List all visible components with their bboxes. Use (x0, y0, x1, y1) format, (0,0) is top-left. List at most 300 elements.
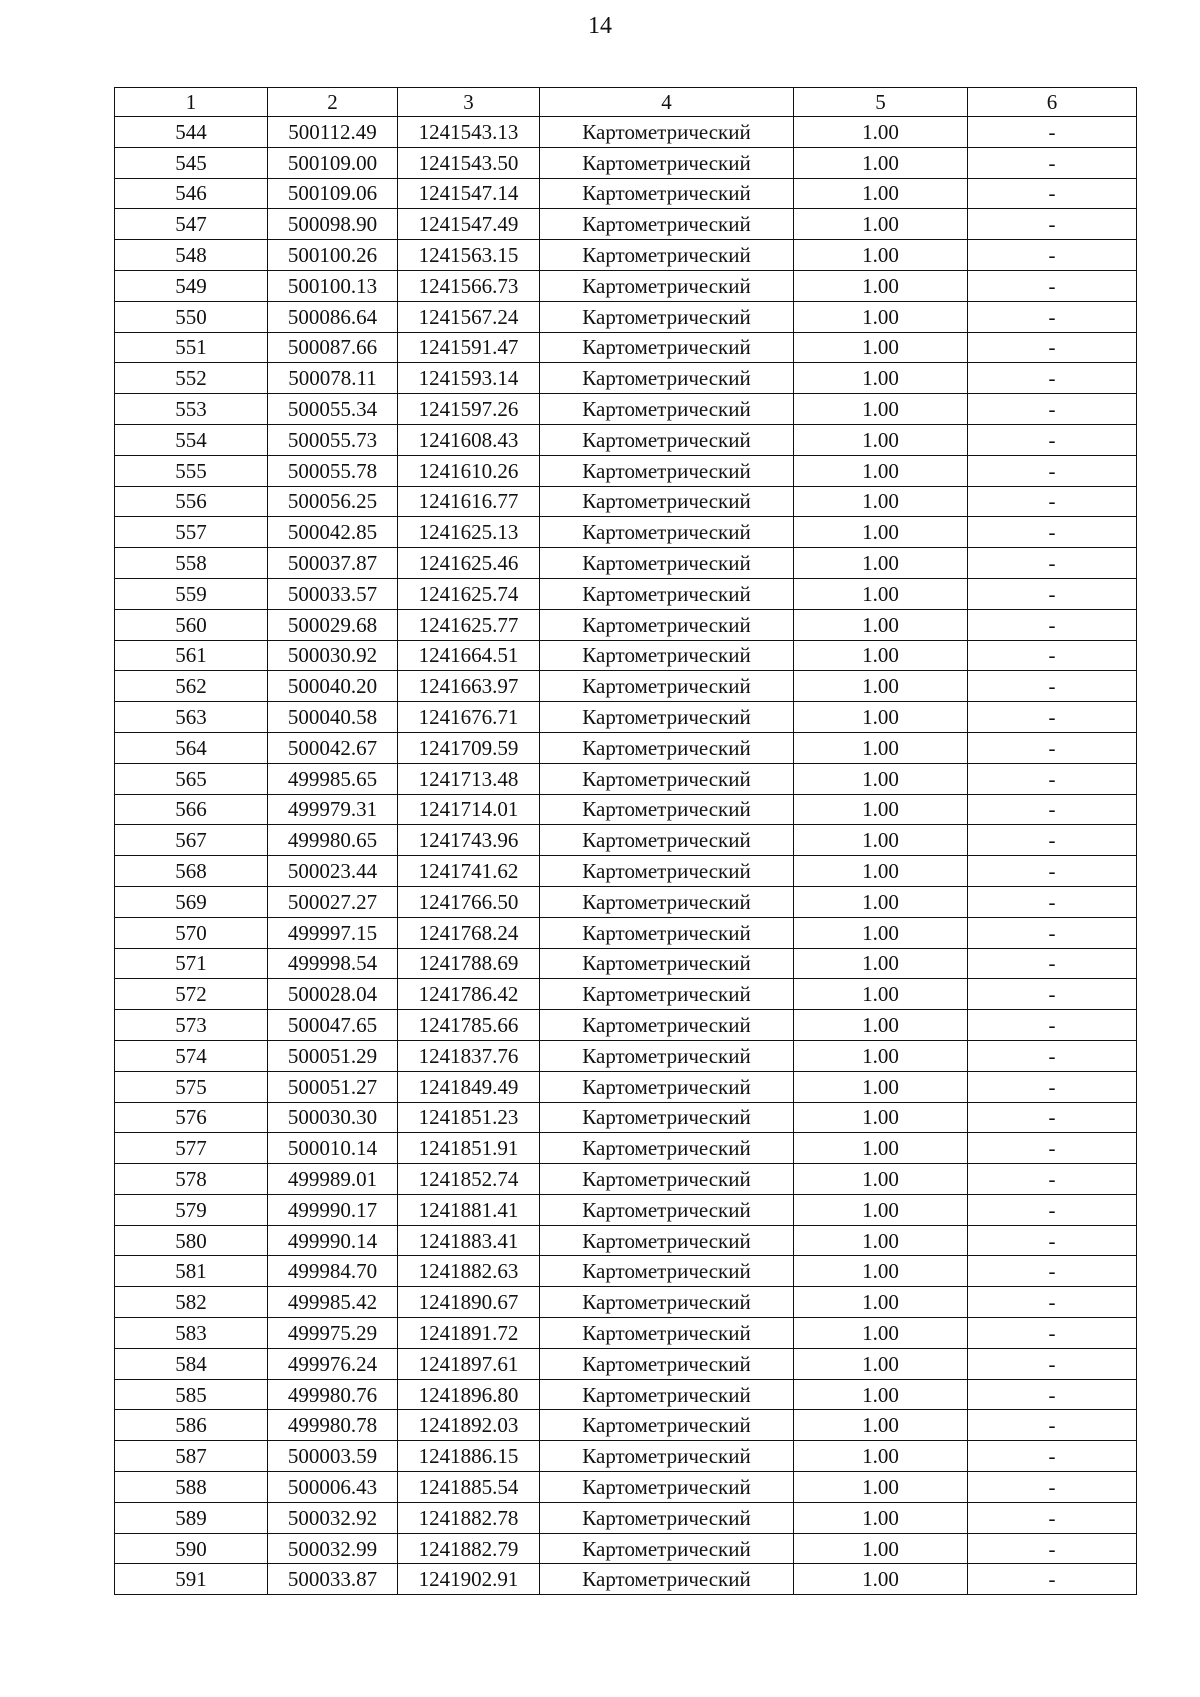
y-coordinate-cell: 1241741.62 (398, 856, 540, 887)
description-cell: - (968, 117, 1137, 148)
point-number-cell: 574 (115, 1040, 268, 1071)
accuracy-cell: 1.00 (794, 917, 968, 948)
header-cell-5: 5 (794, 88, 968, 117)
table-row (115, 548, 1137, 579)
point-number-cell: 580 (115, 1225, 268, 1256)
x-coordinate-cell: 500051.29 (268, 1040, 398, 1071)
x-coordinate-cell: 500051.27 (268, 1071, 398, 1102)
y-coordinate-cell: 1241625.74 (398, 578, 540, 609)
description-cell: - (968, 1164, 1137, 1195)
x-coordinate-cell: 499998.54 (268, 948, 398, 979)
description-cell: - (968, 147, 1137, 178)
description-cell: - (968, 609, 1137, 640)
y-coordinate-cell: 1241625.77 (398, 609, 540, 640)
description-cell: - (968, 1441, 1137, 1472)
table-row (115, 1287, 1137, 1318)
method-cell: Картометрический (540, 1348, 794, 1379)
table-row (115, 117, 1137, 148)
point-number-cell: 563 (115, 702, 268, 733)
x-coordinate-cell: 500029.68 (268, 609, 398, 640)
y-coordinate-cell: 1241714.01 (398, 794, 540, 825)
y-coordinate-cell: 1241547.49 (398, 209, 540, 240)
accuracy-cell: 1.00 (794, 856, 968, 887)
description-cell: - (968, 794, 1137, 825)
x-coordinate-cell: 499997.15 (268, 917, 398, 948)
accuracy-cell: 1.00 (794, 147, 968, 178)
description-cell: - (968, 1010, 1137, 1041)
y-coordinate-cell: 1241882.63 (398, 1256, 540, 1287)
y-coordinate-cell: 1241543.50 (398, 147, 540, 178)
table-row (115, 1502, 1137, 1533)
point-number-cell: 566 (115, 794, 268, 825)
method-cell: Картометрический (540, 270, 794, 301)
method-cell: Картометрический (540, 886, 794, 917)
description-cell: - (968, 1410, 1137, 1441)
accuracy-cell: 1.00 (794, 702, 968, 733)
point-number-cell: 567 (115, 825, 268, 856)
accuracy-cell: 1.00 (794, 825, 968, 856)
method-cell: Картометрический (540, 1502, 794, 1533)
accuracy-cell: 1.00 (794, 117, 968, 148)
x-coordinate-cell: 500033.87 (268, 1564, 398, 1595)
table-row (115, 1194, 1137, 1225)
x-coordinate-cell: 500055.73 (268, 424, 398, 455)
accuracy-cell: 1.00 (794, 732, 968, 763)
y-coordinate-cell: 1241902.91 (398, 1564, 540, 1595)
accuracy-cell: 1.00 (794, 609, 968, 640)
accuracy-cell: 1.00 (794, 1225, 968, 1256)
x-coordinate-cell: 500100.13 (268, 270, 398, 301)
page-number: 14 (588, 13, 612, 39)
accuracy-cell: 1.00 (794, 886, 968, 917)
point-number-cell: 560 (115, 609, 268, 640)
accuracy-cell: 1.00 (794, 794, 968, 825)
y-coordinate-cell: 1241566.73 (398, 270, 540, 301)
method-cell: Картометрический (540, 702, 794, 733)
x-coordinate-cell: 500027.27 (268, 886, 398, 917)
description-cell: - (968, 424, 1137, 455)
description-cell: - (968, 917, 1137, 948)
y-coordinate-cell: 1241882.79 (398, 1533, 540, 1564)
table-row (115, 1102, 1137, 1133)
method-cell: Картометрический (540, 117, 794, 148)
point-number-cell: 551 (115, 332, 268, 363)
description-cell: - (968, 1348, 1137, 1379)
table-row (115, 455, 1137, 486)
method-cell: Картометрический (540, 1287, 794, 1318)
y-coordinate-cell: 1241625.46 (398, 548, 540, 579)
y-coordinate-cell: 1241743.96 (398, 825, 540, 856)
y-coordinate-cell: 1241625.13 (398, 517, 540, 548)
method-cell: Картометрический (540, 1410, 794, 1441)
method-cell: Картометрический (540, 394, 794, 425)
description-cell: - (968, 1133, 1137, 1164)
method-cell: Картометрический (540, 1040, 794, 1071)
table-row (115, 147, 1137, 178)
accuracy-cell: 1.00 (794, 1441, 968, 1472)
point-number-cell: 554 (115, 424, 268, 455)
y-coordinate-cell: 1241593.14 (398, 363, 540, 394)
description-cell: - (968, 702, 1137, 733)
accuracy-cell: 1.00 (794, 301, 968, 332)
y-coordinate-cell: 1241849.49 (398, 1071, 540, 1102)
point-number-cell: 553 (115, 394, 268, 425)
description-cell: - (968, 1256, 1137, 1287)
description-cell: - (968, 1502, 1137, 1533)
method-cell: Картометрический (540, 671, 794, 702)
method-cell: Картометрический (540, 486, 794, 517)
table-row (115, 270, 1137, 301)
accuracy-cell: 1.00 (794, 1194, 968, 1225)
table-row (115, 1256, 1137, 1287)
method-cell: Картометрический (540, 332, 794, 363)
y-coordinate-cell: 1241709.59 (398, 732, 540, 763)
y-coordinate-cell: 1241883.41 (398, 1225, 540, 1256)
table-row (115, 671, 1137, 702)
method-cell: Картометрический (540, 825, 794, 856)
header-cell-1: 1 (115, 88, 268, 117)
method-cell: Картометрический (540, 917, 794, 948)
y-coordinate-cell: 1241563.15 (398, 240, 540, 271)
description-cell: - (968, 332, 1137, 363)
method-cell: Картометрический (540, 1441, 794, 1472)
y-coordinate-cell: 1241851.91 (398, 1133, 540, 1164)
table-row (115, 1533, 1137, 1564)
description-cell: - (968, 1564, 1137, 1595)
accuracy-cell: 1.00 (794, 486, 968, 517)
accuracy-cell: 1.00 (794, 763, 968, 794)
table-row (115, 948, 1137, 979)
point-number-cell: 572 (115, 979, 268, 1010)
method-cell: Картометрический (540, 732, 794, 763)
header-cell-6: 6 (968, 88, 1137, 117)
method-cell: Картометрический (540, 1225, 794, 1256)
table-row (115, 825, 1137, 856)
x-coordinate-cell: 499980.78 (268, 1410, 398, 1441)
point-number-cell: 559 (115, 578, 268, 609)
table-row (115, 1071, 1137, 1102)
point-number-cell: 558 (115, 548, 268, 579)
header-cell-2: 2 (268, 88, 398, 117)
description-cell: - (968, 486, 1137, 517)
point-number-cell: 555 (115, 455, 268, 486)
table-row (115, 301, 1137, 332)
accuracy-cell: 1.00 (794, 1472, 968, 1503)
accuracy-cell: 1.00 (794, 1164, 968, 1195)
description-cell: - (968, 640, 1137, 671)
accuracy-cell: 1.00 (794, 1502, 968, 1533)
point-number-cell: 578 (115, 1164, 268, 1195)
table-header (115, 88, 1137, 117)
y-coordinate-cell: 1241897.61 (398, 1348, 540, 1379)
x-coordinate-cell: 500006.43 (268, 1472, 398, 1503)
y-coordinate-cell: 1241543.13 (398, 117, 540, 148)
point-number-cell: 561 (115, 640, 268, 671)
description-cell: - (968, 209, 1137, 240)
table-row (115, 1133, 1137, 1164)
method-cell: Картометрический (540, 979, 794, 1010)
point-number-cell: 588 (115, 1472, 268, 1503)
method-cell: Картометрический (540, 763, 794, 794)
method-cell: Картометрический (540, 301, 794, 332)
y-coordinate-cell: 1241881.41 (398, 1194, 540, 1225)
point-number-cell: 582 (115, 1287, 268, 1318)
x-coordinate-cell: 500086.64 (268, 301, 398, 332)
accuracy-cell: 1.00 (794, 1256, 968, 1287)
header-cell-4: 4 (540, 88, 794, 117)
table-row (115, 979, 1137, 1010)
table-row (115, 209, 1137, 240)
method-cell: Картометрический (540, 1256, 794, 1287)
description-cell: - (968, 1225, 1137, 1256)
description-cell: - (968, 948, 1137, 979)
table-row (115, 1348, 1137, 1379)
description-cell: - (968, 240, 1137, 271)
y-coordinate-cell: 1241891.72 (398, 1318, 540, 1349)
point-number-cell: 546 (115, 178, 268, 209)
table-row (115, 1441, 1137, 1472)
point-number-cell: 565 (115, 763, 268, 794)
description-cell: - (968, 671, 1137, 702)
description-cell: - (968, 856, 1137, 887)
description-cell: - (968, 1533, 1137, 1564)
y-coordinate-cell: 1241610.26 (398, 455, 540, 486)
y-coordinate-cell: 1241882.78 (398, 1502, 540, 1533)
x-coordinate-cell: 499980.65 (268, 825, 398, 856)
x-coordinate-cell: 500030.30 (268, 1102, 398, 1133)
x-coordinate-cell: 499984.70 (268, 1256, 398, 1287)
y-coordinate-cell: 1241852.74 (398, 1164, 540, 1195)
method-cell: Картометрический (540, 609, 794, 640)
table-row (115, 1564, 1137, 1595)
accuracy-cell: 1.00 (794, 1564, 968, 1595)
description-cell: - (968, 763, 1137, 794)
table-row (115, 1040, 1137, 1071)
table-row (115, 732, 1137, 763)
x-coordinate-cell: 500087.66 (268, 332, 398, 363)
table-row (115, 609, 1137, 640)
method-cell: Картометрический (540, 424, 794, 455)
table-row (115, 424, 1137, 455)
accuracy-cell: 1.00 (794, 394, 968, 425)
point-number-cell: 591 (115, 1564, 268, 1595)
table-row (115, 578, 1137, 609)
accuracy-cell: 1.00 (794, 455, 968, 486)
description-cell: - (968, 548, 1137, 579)
table-row (115, 1318, 1137, 1349)
method-cell: Картометрический (540, 1010, 794, 1041)
description-cell: - (968, 517, 1137, 548)
x-coordinate-cell: 500023.44 (268, 856, 398, 887)
accuracy-cell: 1.00 (794, 948, 968, 979)
table-row (115, 240, 1137, 271)
x-coordinate-cell: 500037.87 (268, 548, 398, 579)
point-number-cell: 576 (115, 1102, 268, 1133)
accuracy-cell: 1.00 (794, 178, 968, 209)
y-coordinate-cell: 1241766.50 (398, 886, 540, 917)
x-coordinate-cell: 500056.25 (268, 486, 398, 517)
x-coordinate-cell: 500109.06 (268, 178, 398, 209)
y-coordinate-cell: 1241890.67 (398, 1287, 540, 1318)
x-coordinate-cell: 500010.14 (268, 1133, 398, 1164)
point-number-cell: 547 (115, 209, 268, 240)
method-cell: Картометрический (540, 548, 794, 579)
accuracy-cell: 1.00 (794, 270, 968, 301)
description-cell: - (968, 886, 1137, 917)
point-number-cell: 544 (115, 117, 268, 148)
table-row (115, 363, 1137, 394)
x-coordinate-cell: 499985.42 (268, 1287, 398, 1318)
point-number-cell: 569 (115, 886, 268, 917)
description-cell: - (968, 578, 1137, 609)
method-cell: Картометрический (540, 363, 794, 394)
table-row (115, 917, 1137, 948)
x-coordinate-cell: 500040.58 (268, 702, 398, 733)
point-number-cell: 545 (115, 147, 268, 178)
point-number-cell: 549 (115, 270, 268, 301)
accuracy-cell: 1.00 (794, 1010, 968, 1041)
description-cell: - (968, 270, 1137, 301)
accuracy-cell: 1.00 (794, 578, 968, 609)
point-number-cell: 575 (115, 1071, 268, 1102)
y-coordinate-cell: 1241713.48 (398, 763, 540, 794)
table-row (115, 856, 1137, 887)
coordinates-table (114, 87, 1137, 1595)
accuracy-cell: 1.00 (794, 1040, 968, 1071)
y-coordinate-cell: 1241786.42 (398, 979, 540, 1010)
y-coordinate-cell: 1241885.54 (398, 1472, 540, 1503)
point-number-cell: 548 (115, 240, 268, 271)
y-coordinate-cell: 1241788.69 (398, 948, 540, 979)
method-cell: Картометрический (540, 1102, 794, 1133)
method-cell: Картометрический (540, 1164, 794, 1195)
method-cell: Картометрический (540, 640, 794, 671)
description-cell: - (968, 1318, 1137, 1349)
table-row (115, 332, 1137, 363)
point-number-cell: 587 (115, 1441, 268, 1472)
point-number-cell: 579 (115, 1194, 268, 1225)
point-number-cell: 568 (115, 856, 268, 887)
point-number-cell: 590 (115, 1533, 268, 1564)
accuracy-cell: 1.00 (794, 1533, 968, 1564)
x-coordinate-cell: 500100.26 (268, 240, 398, 271)
header-row (115, 88, 1137, 117)
method-cell: Картометрический (540, 1533, 794, 1564)
description-cell: - (968, 394, 1137, 425)
x-coordinate-cell: 500033.57 (268, 578, 398, 609)
method-cell: Картометрический (540, 517, 794, 548)
x-coordinate-cell: 500109.00 (268, 147, 398, 178)
x-coordinate-cell: 500030.92 (268, 640, 398, 671)
point-number-cell: 571 (115, 948, 268, 979)
method-cell: Картометрический (540, 1071, 794, 1102)
x-coordinate-cell: 500112.49 (268, 117, 398, 148)
table-row (115, 886, 1137, 917)
accuracy-cell: 1.00 (794, 1410, 968, 1441)
x-coordinate-cell: 500098.90 (268, 209, 398, 240)
method-cell: Картометрический (540, 240, 794, 271)
description-cell: - (968, 178, 1137, 209)
x-coordinate-cell: 500078.11 (268, 363, 398, 394)
x-coordinate-cell: 499980.76 (268, 1379, 398, 1410)
point-number-cell: 564 (115, 732, 268, 763)
point-number-cell: 570 (115, 917, 268, 948)
description-cell: - (968, 363, 1137, 394)
accuracy-cell: 1.00 (794, 209, 968, 240)
accuracy-cell: 1.00 (794, 1133, 968, 1164)
x-coordinate-cell: 499976.24 (268, 1348, 398, 1379)
accuracy-cell: 1.00 (794, 1287, 968, 1318)
x-coordinate-cell: 500055.78 (268, 455, 398, 486)
method-cell: Картометрический (540, 147, 794, 178)
y-coordinate-cell: 1241768.24 (398, 917, 540, 948)
method-cell: Картометрический (540, 948, 794, 979)
table-row (115, 1472, 1137, 1503)
point-number-cell: 562 (115, 671, 268, 702)
description-cell: - (968, 455, 1137, 486)
x-coordinate-cell: 500040.20 (268, 671, 398, 702)
table-row (115, 517, 1137, 548)
table-row (115, 1164, 1137, 1195)
description-cell: - (968, 1194, 1137, 1225)
accuracy-cell: 1.00 (794, 332, 968, 363)
y-coordinate-cell: 1241664.51 (398, 640, 540, 671)
accuracy-cell: 1.00 (794, 363, 968, 394)
accuracy-cell: 1.00 (794, 1318, 968, 1349)
x-coordinate-cell: 500055.34 (268, 394, 398, 425)
x-coordinate-cell: 499990.17 (268, 1194, 398, 1225)
y-coordinate-cell: 1241837.76 (398, 1040, 540, 1071)
y-coordinate-cell: 1241851.23 (398, 1102, 540, 1133)
table-row (115, 1379, 1137, 1410)
description-cell: - (968, 1472, 1137, 1503)
point-number-cell: 577 (115, 1133, 268, 1164)
method-cell: Картометрический (540, 1133, 794, 1164)
table-row (115, 1410, 1137, 1441)
description-cell: - (968, 1287, 1137, 1318)
y-coordinate-cell: 1241785.66 (398, 1010, 540, 1041)
y-coordinate-cell: 1241567.24 (398, 301, 540, 332)
accuracy-cell: 1.00 (794, 1071, 968, 1102)
table-row (115, 1010, 1137, 1041)
table-row (115, 794, 1137, 825)
x-coordinate-cell: 500032.99 (268, 1533, 398, 1564)
accuracy-cell: 1.00 (794, 1102, 968, 1133)
x-coordinate-cell: 499975.29 (268, 1318, 398, 1349)
x-coordinate-cell: 500032.92 (268, 1502, 398, 1533)
y-coordinate-cell: 1241663.97 (398, 671, 540, 702)
method-cell: Картометрический (540, 209, 794, 240)
x-coordinate-cell: 500042.85 (268, 517, 398, 548)
description-cell: - (968, 301, 1137, 332)
x-coordinate-cell: 500003.59 (268, 1441, 398, 1472)
method-cell: Картометрический (540, 1472, 794, 1503)
accuracy-cell: 1.00 (794, 671, 968, 702)
point-number-cell: 583 (115, 1318, 268, 1349)
y-coordinate-cell: 1241591.47 (398, 332, 540, 363)
method-cell: Картометрический (540, 1379, 794, 1410)
point-number-cell: 573 (115, 1010, 268, 1041)
method-cell: Картометрический (540, 1564, 794, 1595)
x-coordinate-cell: 499990.14 (268, 1225, 398, 1256)
accuracy-cell: 1.00 (794, 240, 968, 271)
description-cell: - (968, 1071, 1137, 1102)
description-cell: - (968, 1102, 1137, 1133)
accuracy-cell: 1.00 (794, 1379, 968, 1410)
point-number-cell: 552 (115, 363, 268, 394)
method-cell: Картометрический (540, 578, 794, 609)
description-cell: - (968, 732, 1137, 763)
